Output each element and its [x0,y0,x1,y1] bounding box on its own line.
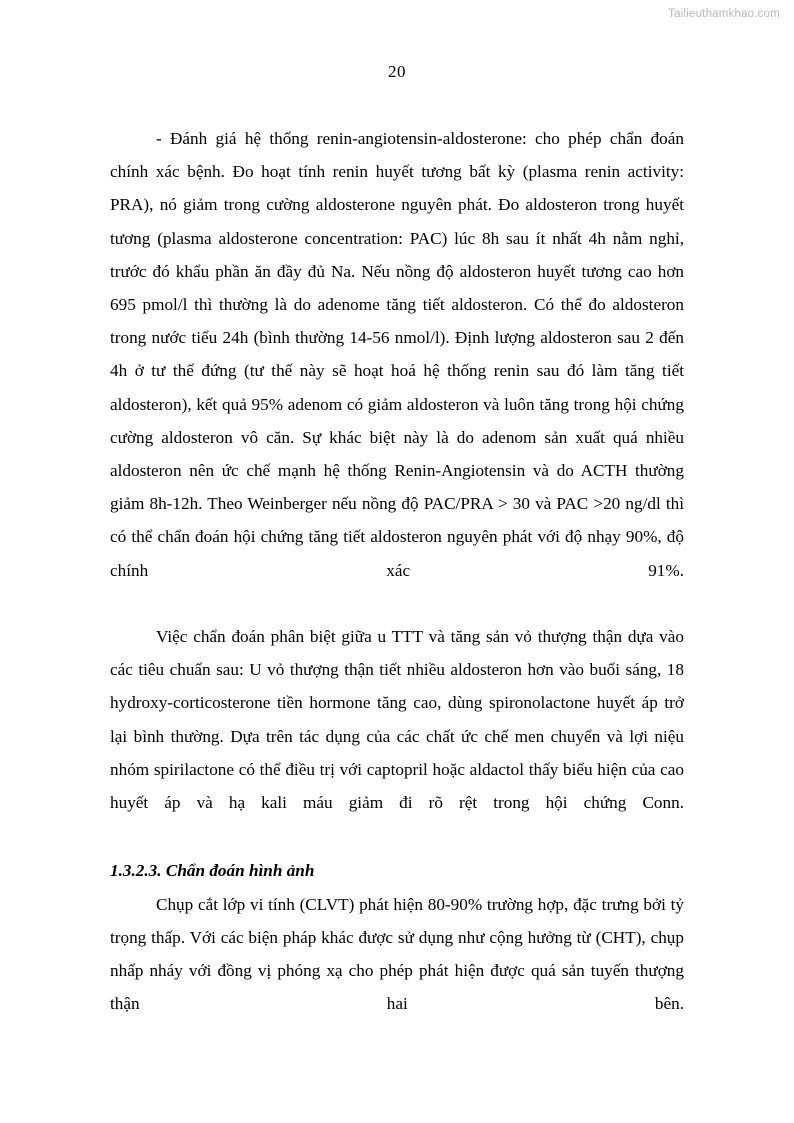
watermark-text: Tailieuthamkhao.com [668,8,780,20]
section-heading: 1.3.2.3. Chẩn đoán hình ảnh [110,861,315,881]
document-body [110,122,684,1054]
page-number: 20 [388,62,406,81]
paragraph: Việc chẩn đoán phân biệt giữa u TTT và tăng sản vỏ thượng thận dựa vào các tiêu chuẩn sau: U vỏ thượng thận tiết nhiều aldosteron hơn vào buổi sáng, 18 hydroxy-corticosterone tiền hormone tăng cao, dùng spironolactone huyết áp trở lại bình thường. Dựa trên tác dụng của các chất ức chế men chuyển và lợi niệu nhóm spirilactone có thể điều trị với captopril hoặc aldactol thấy biểu hiện của cao huyết áp và hạ kali máu giảm đi rõ rệt trong hội chứng Conn. [110,627,684,813]
paragraph: - Đánh giá hệ thống renin-angiotensin-aldosterone: cho phép chẩn đoán chính xác bệnh. Đo hoạt tính renin huyết tương bất kỳ (plasma renin activity: PRA), nó giảm trong cường aldosterone nguyên phát. Đo aldosteron trong huyết tương (plasma aldosterone concentration: PAC) lúc 8h sau ít nhất 4h nằm nghỉ, trước đó khẩu phần ăn đầy đủ Na. Nếu nồng độ aldosteron huyết tương cao hơn 695 pmol/l thì thường là do adenome tăng tiết aldosteron. Có thể đo aldosteron trong nước tiểu 24h (bình thường 14-56 nmol/l). Định lượng aldosteron sau 2 đến 4h ở tư thế đứng (tư thế này sẽ hoạt hoá hệ thống renin sau đó làm tăng tiết aldosteron), kết quả 95% adenom có giảm aldosteron và luôn tăng trong hội chứng cường aldosteron vô căn. Sự khác biệt này là do adenom sản xuất quá nhiều aldosteron nên ức chế mạnh hệ thống Renin-Angiotensin và do ACTH thường giảm 8h-12h. Theo Weinberger nếu nồng độ PAC/PRA > 30 và PAC >20 ng/dl thì có thể chẩn đoán hội chứng tăng tiết aldosteron nguyên phát với độ nhạy 90%, độ chính xác 91%. [110,129,684,580]
paragraph: Chụp cắt lớp vi tính (CLVT) phát hiện 80-90% trường hợp, đặc trưng bởi tỷ trọng thấp. Với các biện pháp khác được sử dụng như cộng hưởng từ (CHT), chụp nhấp nháy với đồng vị phóng xạ cho phép phát hiện được quá sản tuyến thượng thận hai bên. [110,894,684,1014]
